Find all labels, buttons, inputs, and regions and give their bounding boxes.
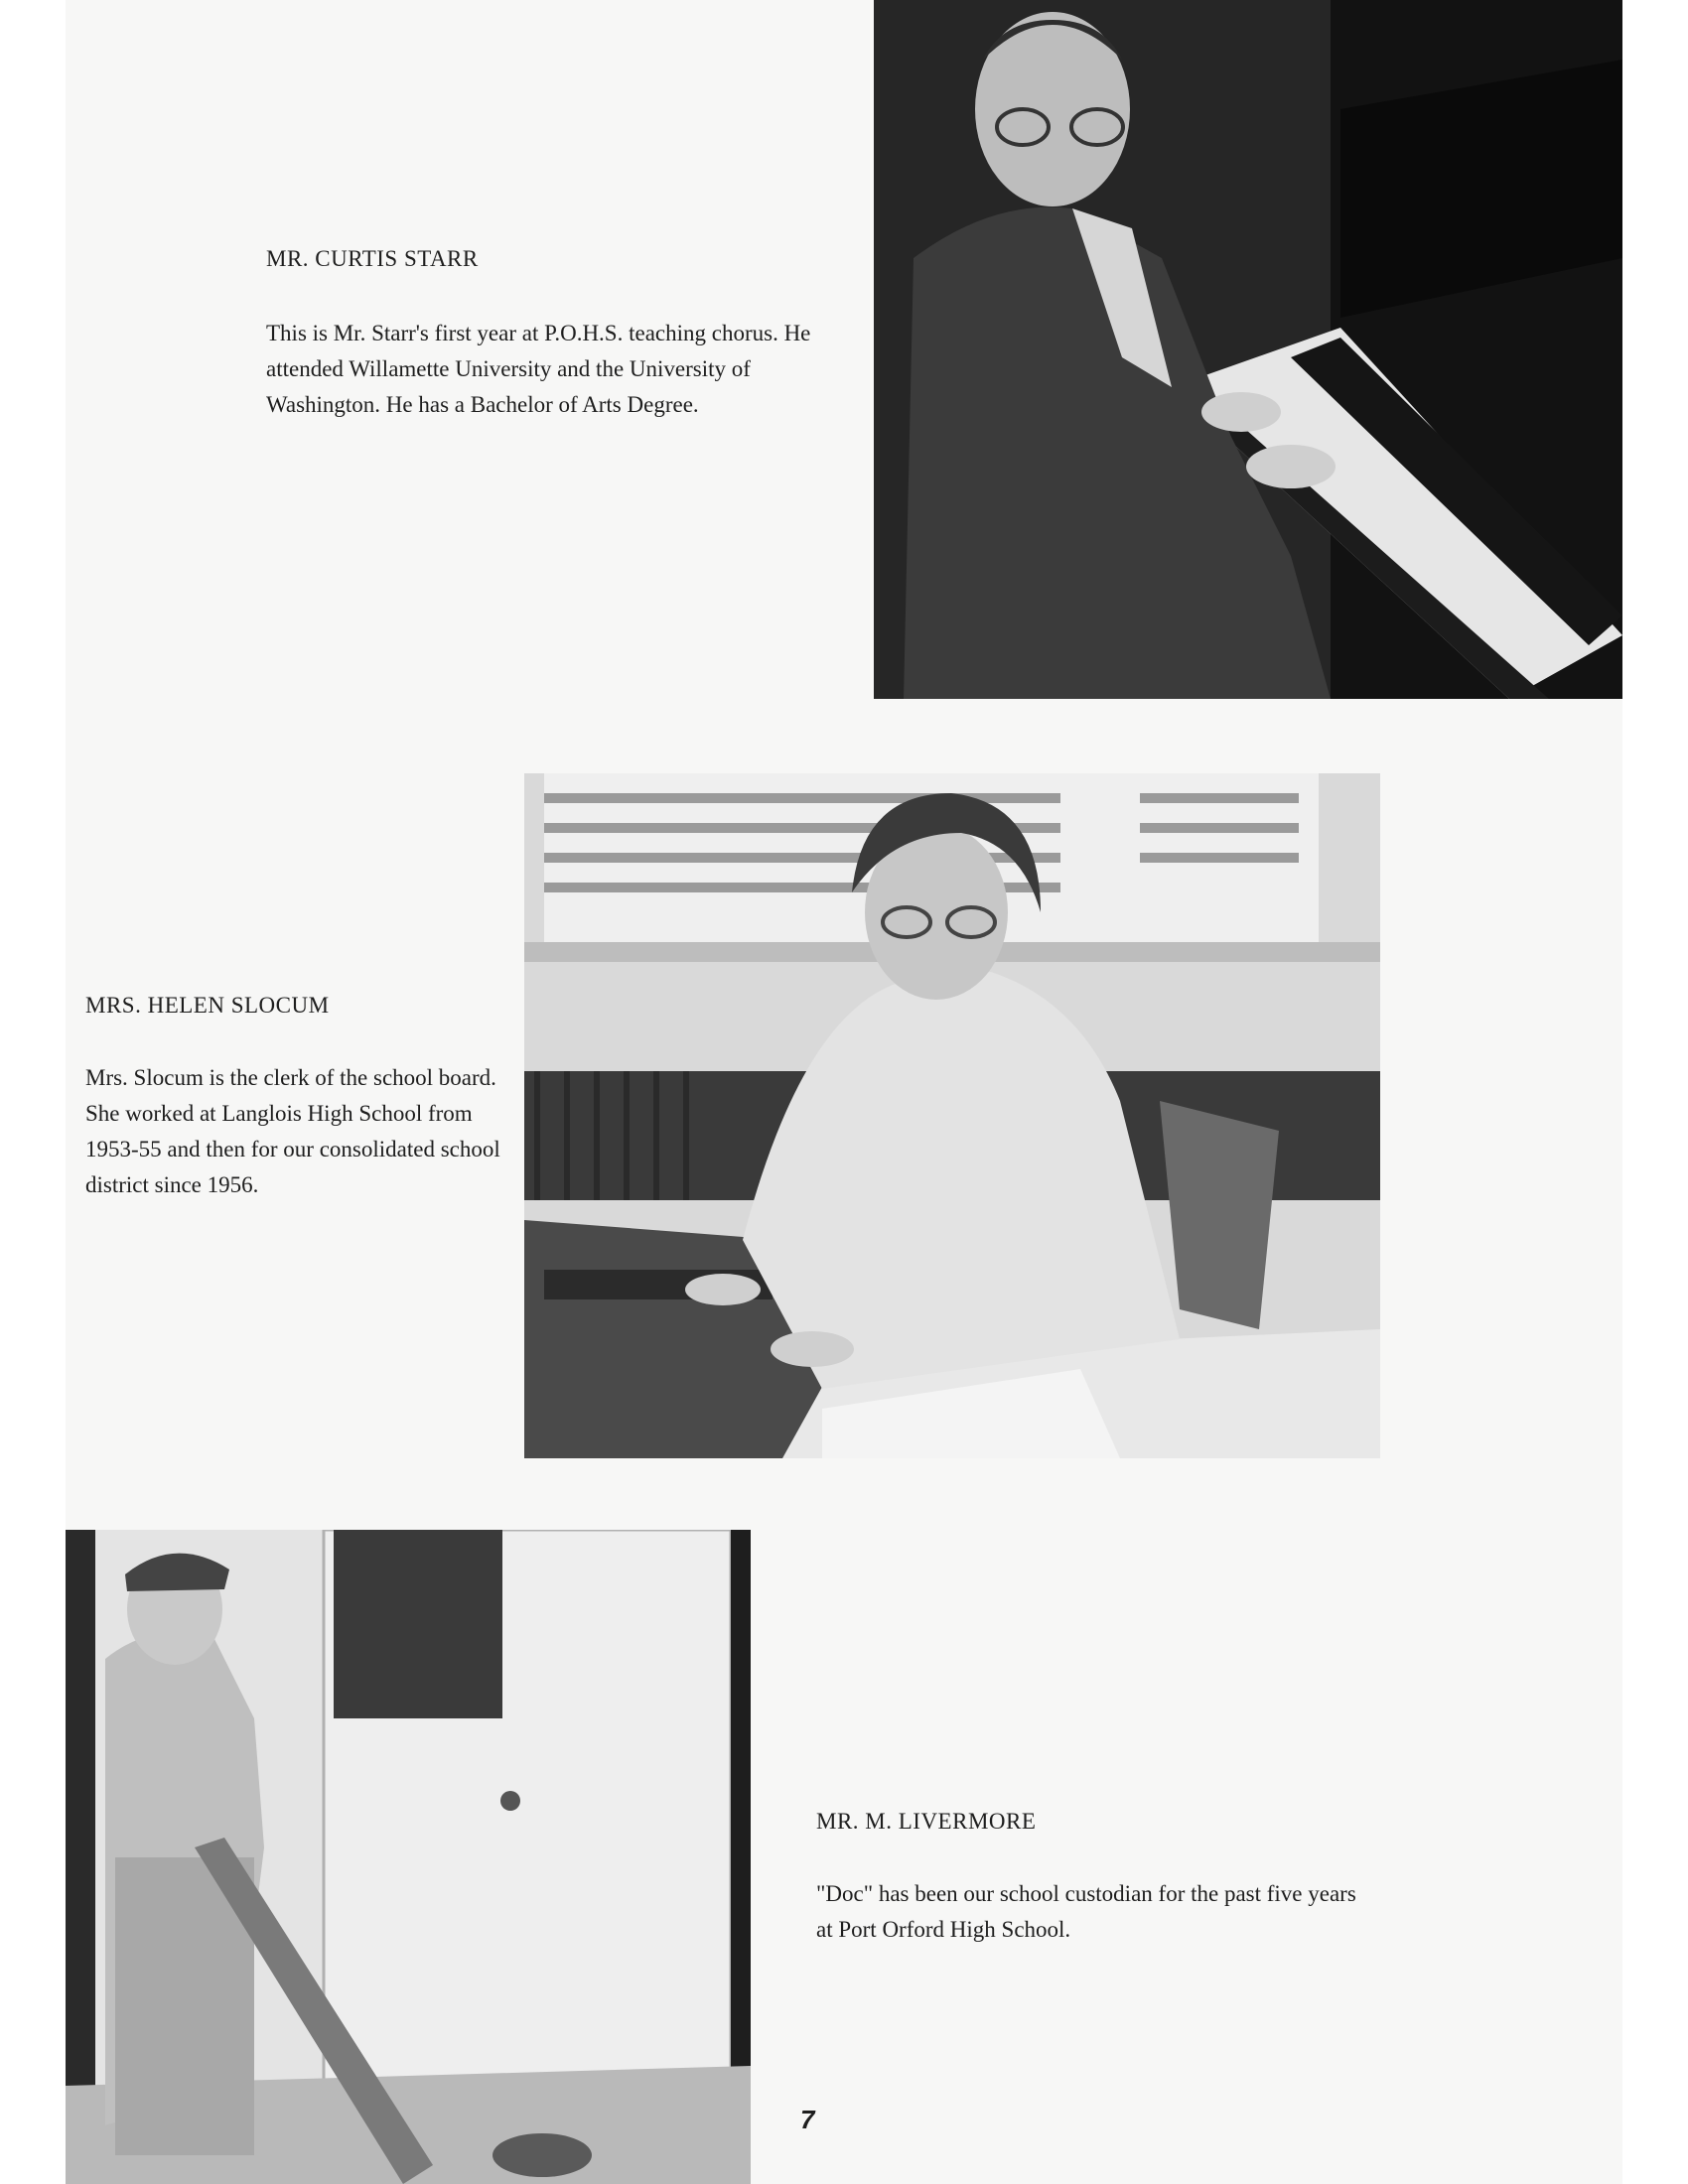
photo-slocum-at-typewriter (524, 773, 1380, 1458)
photo-livermore-with-vacuum (66, 1530, 751, 2184)
staff-bio-slocum: Mrs. Slocum is the clerk of the school board. She worked at Langlois High School from 1953-55 and then for our consolidated school district since 1956. (85, 1065, 500, 1197)
staff-name-starr: MR. CURTIS STARR (266, 246, 479, 271)
staff-name-slocum: MRS. HELEN SLOCUM (85, 993, 330, 1018)
page-number: 7 (800, 2105, 815, 2134)
staff-name-livermore: MR. M. LIVERMORE (816, 1809, 1037, 1834)
photo-starr-at-piano (874, 0, 1622, 699)
staff-bio-livermore: "Doc" has been our school custodian for the past five years at Port Orford High School. (816, 1881, 1356, 1942)
staff-bio-starr: This is Mr. Starr's first year at P.O.H.S. teaching chorus. He attended Willamette University and the University of Washington. He has a Bachelor of Arts Degree. (266, 321, 811, 417)
